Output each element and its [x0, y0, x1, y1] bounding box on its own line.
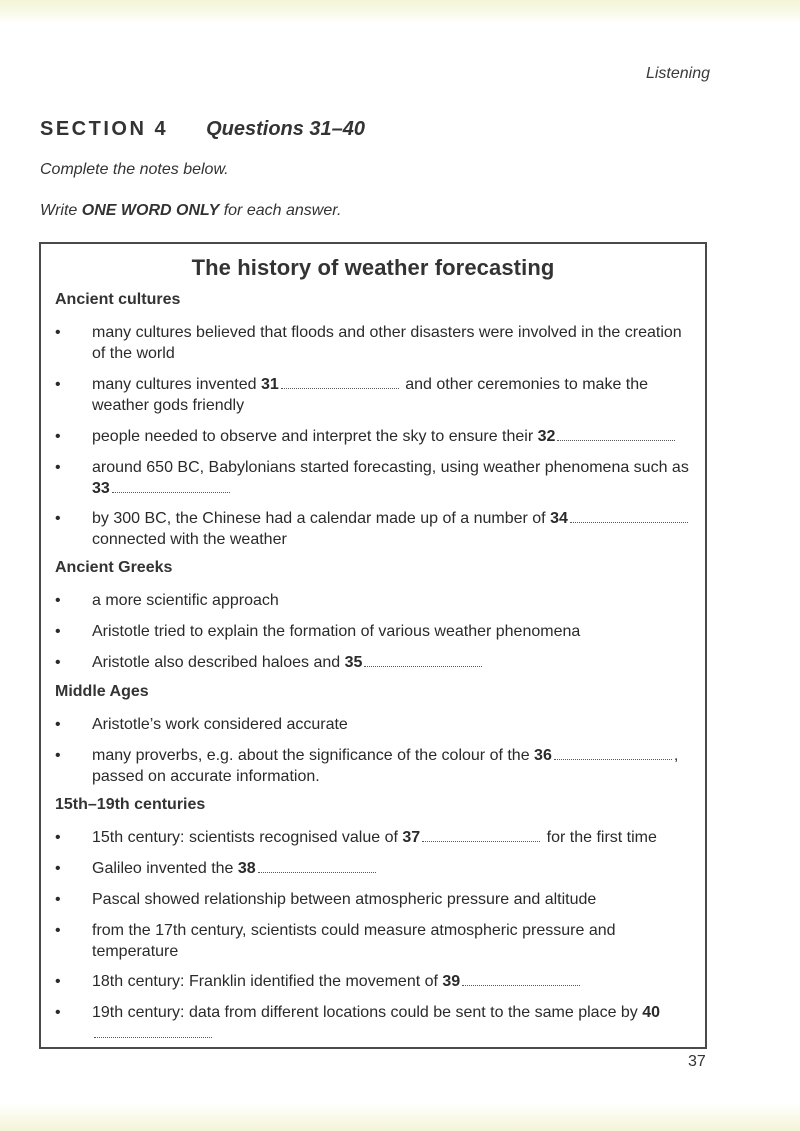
note-text-pre: Aristotle also described haloes and — [92, 654, 345, 671]
page-top-edge — [0, 0, 800, 22]
bullet: • — [55, 376, 61, 393]
group-heading: 15th–19th centuries — [55, 796, 206, 813]
note-item — [55, 745, 695, 787]
question-number: 37 — [402, 829, 421, 846]
note-item — [55, 1002, 695, 1044]
note-text-post: , passed on accurate information. — [92, 747, 679, 785]
instruction-line-2 — [40, 202, 341, 220]
question-number: 40 — [642, 1004, 661, 1021]
note-item — [55, 889, 695, 910]
running-head: Listening — [645, 65, 710, 82]
note-item — [55, 920, 695, 962]
note-item — [55, 971, 695, 992]
notes-box — [39, 242, 707, 1049]
note-item — [55, 590, 695, 611]
note-text-pre: many proverbs, e.g. about the significance of the colour of the — [92, 747, 535, 764]
note-item — [55, 652, 695, 673]
note-text — [92, 457, 695, 499]
note-text — [92, 426, 695, 447]
note-text — [92, 827, 695, 848]
note-text-pre: people needed to observe and interpret the sky to ensure their — [92, 428, 538, 445]
bullet: • — [55, 428, 61, 445]
note-text: Aristotle’s work considered accurate — [92, 716, 348, 733]
section-label: SECTION 4 — [40, 118, 169, 140]
answer-blank[interactable] — [364, 656, 482, 667]
note-text — [92, 971, 695, 992]
bullet: • — [55, 747, 61, 764]
note-text — [92, 745, 695, 787]
note-text: Pascal showed relationship between atmospheric pressure and altitude — [92, 891, 597, 908]
note-text-pre: 19th century: data from different locations could be sent to the same place by — [92, 1004, 643, 1021]
note-text-post: and other ceremonies to make the weather gods friendly — [92, 376, 649, 414]
note-text-pre: 18th century: Franklin identified the movement of — [92, 973, 443, 990]
answer-blank[interactable] — [422, 831, 540, 842]
note-item — [55, 322, 695, 364]
note-text — [92, 374, 695, 416]
page-bottom-edge — [0, 1103, 800, 1131]
question-number: 39 — [442, 973, 461, 990]
notes-title: The history of weather forecasting — [191, 255, 555, 280]
bullet: • — [55, 922, 61, 939]
answer-blank[interactable] — [281, 378, 399, 389]
note-text-post: connected with the weather — [92, 531, 287, 548]
note-text — [92, 1002, 695, 1044]
bullet: • — [55, 829, 61, 846]
bullet: • — [55, 510, 61, 527]
note-item — [55, 858, 695, 879]
answer-blank[interactable] — [554, 749, 672, 760]
question-number: 33 — [92, 480, 110, 497]
bullet: • — [55, 592, 61, 609]
note-text: a more scientific approach — [92, 592, 279, 609]
bullet: • — [55, 654, 61, 671]
instruction-emphasis: ONE WORD ONLY — [81, 202, 220, 219]
note-text-pre: many cultures invented — [92, 376, 261, 393]
note-text-pre: 15th century: scientists recognised value of — [92, 829, 403, 846]
group-heading: Middle Ages — [55, 683, 149, 700]
answer-blank[interactable] — [462, 975, 580, 986]
bullet: • — [55, 324, 61, 341]
bullet: • — [55, 1004, 61, 1021]
note-text — [92, 652, 695, 673]
group-heading: Ancient cultures — [55, 291, 181, 308]
note-text-pre: by 300 BC, the Chinese had a calendar made up of a number of — [92, 510, 551, 527]
question-number: 31 — [260, 376, 279, 393]
bullet: • — [55, 623, 61, 640]
note-text: many cultures believed that floods and other disasters were involved in the creation of the world — [92, 324, 682, 362]
bullet: • — [55, 891, 61, 908]
instruction-text: Write — [40, 202, 82, 219]
question-number: 32 — [537, 428, 556, 445]
section-heading — [40, 118, 365, 141]
question-number: 35 — [344, 654, 363, 671]
bullet: • — [55, 973, 61, 990]
answer-blank[interactable] — [94, 1027, 212, 1038]
note-item — [55, 374, 695, 416]
note-text: from the 17th century, scientists could measure atmospheric pressure and temperature — [92, 922, 616, 960]
bullet: • — [55, 860, 61, 877]
note-text-pre: around 650 BC, Babylonians started forecasting, using weather phenomena such as — [92, 459, 689, 476]
note-item — [55, 457, 695, 499]
group-heading: Ancient Greeks — [55, 559, 173, 576]
note-text: Aristotle tried to explain the formation of various weather phenomena — [92, 623, 581, 640]
question-number: 38 — [237, 860, 256, 877]
note-item — [55, 508, 695, 550]
note-item — [55, 621, 695, 642]
note-text-pre: Galileo invented the — [92, 860, 238, 877]
page-number: 37 — [688, 1053, 706, 1070]
answer-blank[interactable] — [258, 862, 376, 873]
instruction-line-1: Complete the notes below. — [40, 161, 229, 178]
note-text — [92, 858, 695, 879]
question-number: 34 — [550, 510, 568, 527]
bullet: • — [55, 459, 61, 476]
bullet: • — [55, 716, 61, 733]
answer-blank[interactable] — [112, 482, 230, 493]
question-number: 36 — [534, 747, 552, 764]
note-text-post: for the first time — [542, 829, 657, 846]
instruction-text: for each answer. — [219, 202, 342, 219]
answer-blank[interactable] — [570, 512, 688, 523]
note-item — [55, 714, 695, 735]
answer-blank[interactable] — [557, 430, 675, 441]
questions-range: Questions 31–40 — [206, 118, 366, 140]
note-item — [55, 827, 695, 848]
note-text — [92, 508, 695, 550]
note-item — [55, 426, 695, 447]
